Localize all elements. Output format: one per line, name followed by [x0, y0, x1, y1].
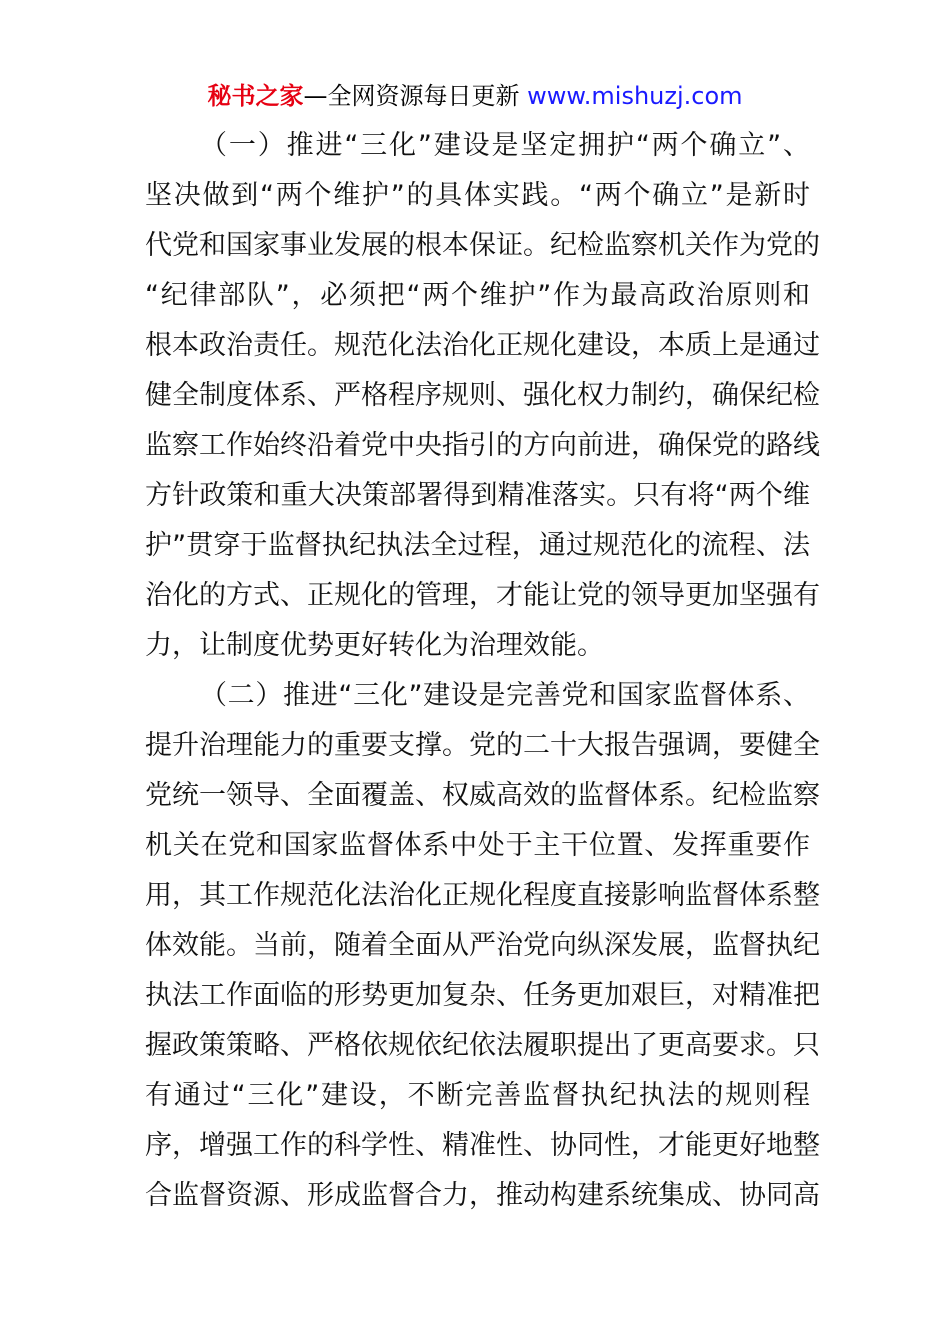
paragraph-2-line-9: 有通过“三化”建设，不断完善监督执纪执法的规则程	[145, 1080, 810, 1111]
paragraph-1-line-10: 治化的方式、正规化的管理，才能让党的领导更加坚强有	[145, 580, 820, 611]
paragraph-2-line-8: 握政策策略、严格依规依纪依法履职提出了更高要求。只	[145, 1030, 820, 1061]
paragraph-2-line-11: 合监督资源、形成监督合力，推动构建系统集成、协同高	[145, 1180, 820, 1211]
brand-name: 秘书之家	[207, 82, 304, 110]
paragraph-1-line-8: 方针政策和重大决策部署得到精准落实。只有将“两个维	[145, 480, 810, 511]
paragraph-1-line-7: 监察工作始终沿着党中央指引的方向前进，确保党的路线	[145, 430, 820, 461]
paragraph-1-line-4: “纪律部队”，必须把“两个维护”作为最高政治原则和	[145, 280, 810, 311]
site-url-link[interactable]: www.mishuzj.com	[527, 82, 743, 110]
paragraph-2-line-1: （二）推进“三化”建设是完善党和国家监督体系、	[200, 680, 810, 711]
paragraph-2-line-5: 用，其工作规范化法治化正规化程度直接影响监督体系整	[145, 880, 820, 911]
paragraph-1-line-6: 健全制度体系、严格程序规则、强化权力制约，确保纪检	[145, 380, 820, 411]
paragraph-2-line-4: 机关在党和国家监督体系中处于主干位置、发挥重要作	[145, 830, 810, 861]
paragraph-1-line-11: 力，让制度优势更好转化为治理效能。	[145, 630, 604, 661]
header-tagline: —全网资源每日更新	[303, 82, 528, 110]
paragraph-1-line-2: 坚决做到“两个维护”的具体实践。“两个确立”是新时	[145, 180, 810, 211]
paragraph-2-line-2: 提升治理能力的重要支撑。党的二十大报告强调，要健全	[145, 730, 820, 761]
paragraph-2-line-10: 序，增强工作的科学性、精准性、协同性，才能更好地整	[145, 1130, 820, 1161]
paragraph-1-line-9: 护”贯穿于监督执纪执法全过程，通过规范化的流程、法	[145, 530, 810, 561]
page-header	[0, 80, 950, 112]
paragraph-1-line-5: 根本政治责任。规范化法治化正规化建设，本质上是通过	[145, 330, 820, 361]
paragraph-2-line-7: 执法工作面临的形势更加复杂、任务更加艰巨，对精准把	[145, 980, 820, 1011]
paragraph-1-line-3: 代党和国家事业发展的根本保证。纪检监察机关作为党的	[145, 230, 820, 261]
paragraph-2-line-6: 体效能。当前，随着全面从严治党向纵深发展，监督执纪	[145, 930, 820, 961]
paragraph-1-line-1: （一）推进“三化”建设是坚定拥护“两个确立”、	[200, 130, 810, 161]
paragraph-2-line-3: 党统一领导、全面覆盖、权威高效的监督体系。纪检监察	[145, 780, 820, 811]
